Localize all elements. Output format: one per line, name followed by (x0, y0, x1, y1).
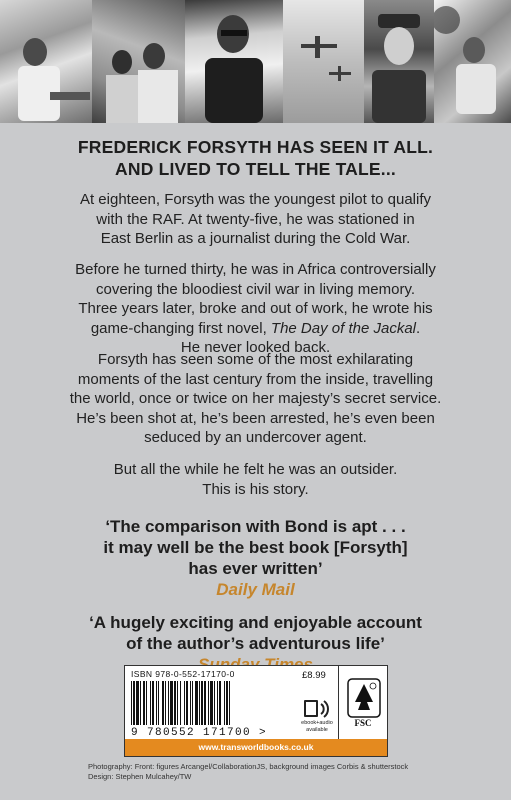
pilot-portrait-icon (364, 0, 434, 123)
blurb-line: seduced by an undercover agent. (144, 429, 367, 446)
blurb-line: Before he turned thirty, he was in Africa controversially (75, 261, 436, 278)
photo-group-celebrating (92, 0, 185, 123)
quote-source: Daily Mail (216, 580, 295, 599)
quote-line: ‘The comparison with Bond is apt . . . (105, 517, 406, 536)
blurb-paragraph-1 (20, 190, 491, 249)
novel-title: The Day of the Jackal (270, 319, 416, 337)
headline-line-1: FREDERICK FORSYTH HAS SEEN IT ALL. (77, 137, 434, 157)
photo-man-with-glasses (185, 0, 283, 123)
blurb-line: He’s been shot at, he’s been arrested, he’s even been (76, 409, 435, 427)
photo-aircraft-in-sky (283, 0, 364, 123)
barcode-icon (129, 681, 291, 727)
photo-man-at-desk (0, 0, 92, 123)
quote-line: ‘A hugely exciting and enjoyable account (89, 613, 422, 632)
blurb-line: But all the while he felt he was an outsider. (113, 461, 398, 478)
photo-portrait-icon (185, 0, 283, 123)
blurb-line: This is his story. (202, 480, 309, 498)
blurb-line: Forsyth has seen some of the most exhilarating (97, 351, 414, 368)
website-bar (125, 739, 387, 756)
isbn-number: ISBN 978-0-552-17170-0 (131, 669, 235, 679)
design-credit: Design: Stephen Mulcahey/TW (88, 772, 192, 781)
photo-credit: Photography: Front: figures Arcangel/CollaborationJS, background images Corbis & shutterstock (88, 762, 409, 771)
blurb-line: East Berlin as a journalist during the Cold War. (100, 230, 411, 247)
blurb-line: He never looked back. (180, 339, 331, 356)
blurb-paragraph-4 (20, 460, 491, 499)
photo-group-icon (92, 0, 185, 123)
headline-line-2: AND LIVED TO TELL THE TALE... (115, 159, 396, 179)
blurb-line: moments of the last century from the inside, travelling (77, 370, 434, 388)
blurb-line-with-title (20, 319, 491, 339)
blurb-text: . (416, 319, 421, 337)
website-url[interactable]: www.transworldbooks.co.uk (198, 742, 314, 752)
review-quote-1 (20, 516, 491, 600)
quote-line: of the author’s adventurous life’ (126, 634, 385, 653)
barcode-digits: 9 780552 171700 > (131, 727, 268, 739)
ebook-audio-label: ebook+audio available (301, 720, 333, 733)
photo-figure-icon (0, 0, 92, 123)
quote-line: has ever written’ (188, 559, 323, 578)
quote-line: it may well be the best book [Forsyth] (103, 538, 408, 557)
price-label: £8.99 (302, 670, 326, 681)
fsc-tree-icon (347, 678, 381, 718)
ebook-audio-icon (303, 696, 331, 718)
fsc-label: FSC (354, 718, 372, 728)
blurb-line: covering the bloodiest civil war in living memory. (95, 280, 415, 298)
blurb-text: game-changing first novel, (90, 319, 271, 337)
blurb-paragraph-2 (20, 260, 491, 358)
blurb-line: with the RAF. At twenty-five, he was stationed in (96, 210, 415, 228)
foliage-figure-icon (434, 0, 511, 123)
blurb-line: the world, once or twice on her majesty’s secret service. (69, 390, 442, 407)
photo-man-in-foliage (434, 0, 511, 123)
photo-pilot-in-uniform (364, 0, 434, 123)
photo-strip (0, 0, 511, 123)
blurb-line: At eighteen, Forsyth was the youngest pilot to qualify (79, 191, 432, 208)
blurb-paragraph-3 (20, 350, 491, 448)
blurb-line: Three years later, broke and out of work, he wrote his (78, 300, 433, 317)
barcode-panel (124, 665, 388, 757)
aircraft-icon (283, 0, 364, 123)
panel-divider (338, 666, 339, 740)
